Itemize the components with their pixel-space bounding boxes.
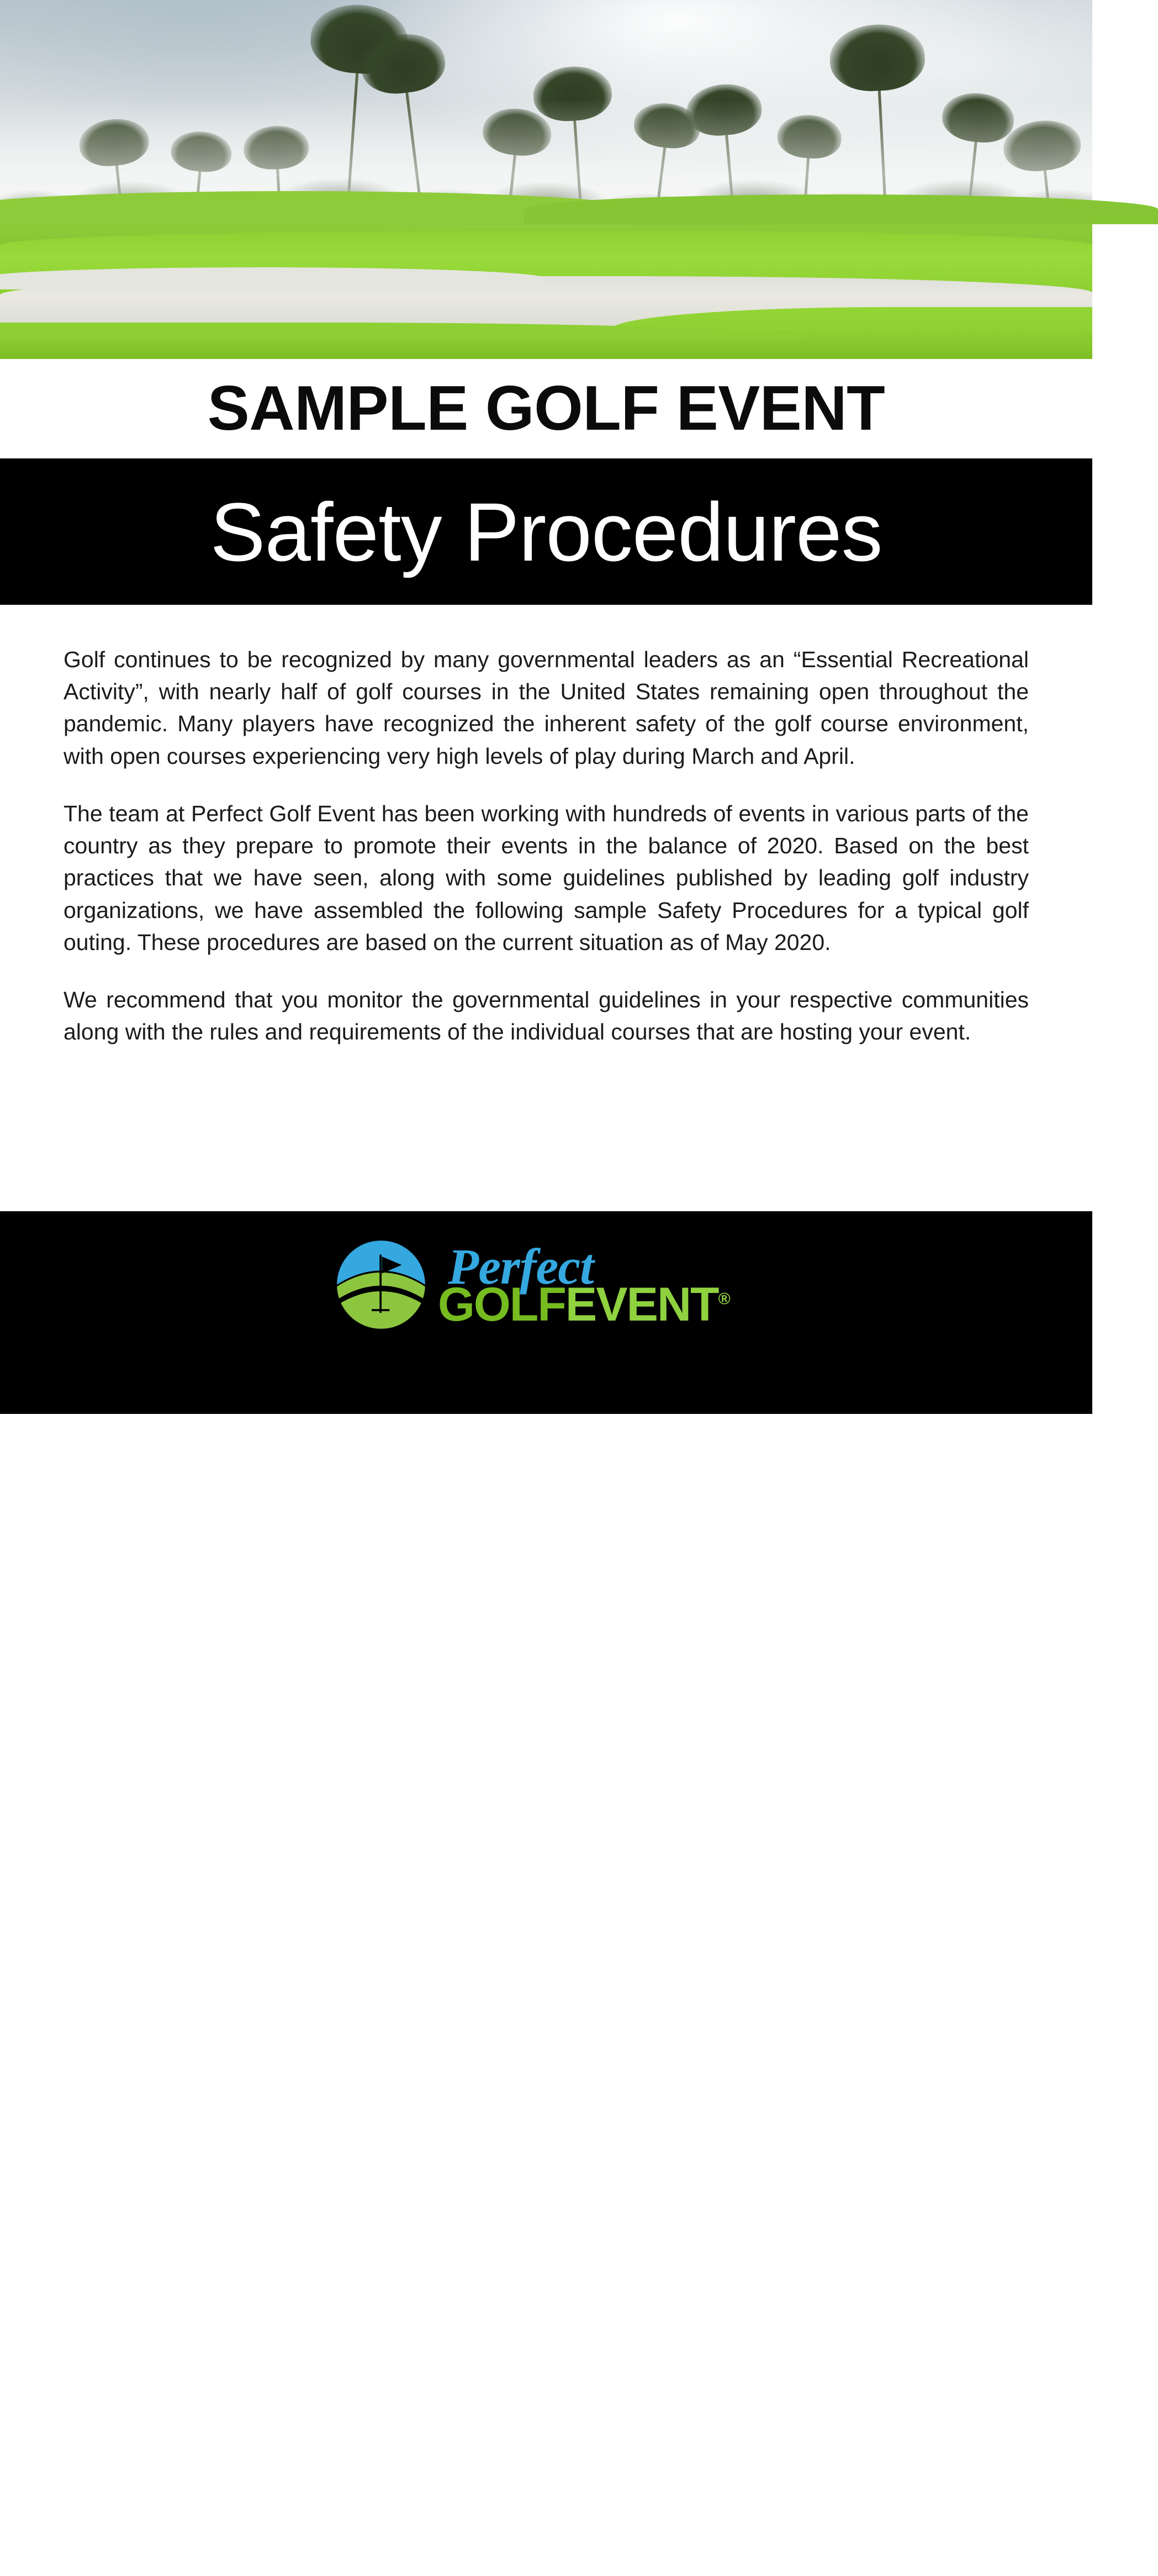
subtitle-band xyxy=(0,458,1092,605)
hero-golf-course-photo xyxy=(0,0,1092,359)
copyright-suffix: All Rights Reserved. xyxy=(817,2554,1007,2575)
perfect-golf-event-logo[interactable] xyxy=(334,1238,758,1332)
page-subtitle: Safety Procedures xyxy=(210,485,882,578)
body-paragraph: The team at Perfect Golf Event has been working with hundreds of events in various parts of the country as they prepare to promote their events in the balance of 2020. Based on the best practices that we have seen, along with some guidelines published by leading golf industry organizations, we have assembled the following sample Safety Procedures for a typical golf outing. These procedures are based on the current situation as of May 2020. xyxy=(64,800,1029,955)
page-title: SAMPLE GOLF EVENT xyxy=(207,373,885,444)
foreground-grass-layer xyxy=(0,330,1092,359)
logo-word-golf: GOLF xyxy=(438,1278,565,1331)
logo-word-event: EVENT xyxy=(565,1278,718,1331)
registered-trademark-icon: ® xyxy=(718,1290,731,1308)
copyright-text: © 2020 Perfect Golf Event xyxy=(577,2554,810,2575)
logo-wordmark xyxy=(438,1238,758,1331)
footer xyxy=(0,1211,1092,2575)
footer-email[interactable]: support@perfectgolfevent.com xyxy=(256,2554,537,2575)
logo-script-word: Perfect xyxy=(448,1238,594,1295)
footer-phone[interactable]: (877) 799-6031 xyxy=(86,2554,216,2575)
footer-separator: | xyxy=(554,2554,561,2575)
logo-bold-wordmark xyxy=(438,1278,731,1331)
golf-flag-globe-icon xyxy=(334,1238,428,1332)
body-content xyxy=(64,643,1029,1048)
footer-separator: | xyxy=(233,2554,239,2575)
body-paragraph: Golf continues to be recognized by many governmental leaders as an “Essential Recreational Activity”, with nearly half of golf courses in the United States remaining open throughout the pandemic. Many players have recognized the inherent safety of the golf course environment, with open courses experiencing very high levels of play during March and April. xyxy=(64,647,1029,769)
title-band xyxy=(0,359,1092,458)
footer-copyright xyxy=(578,2554,1007,2575)
copyright-registered-icon: ® xyxy=(809,2555,817,2567)
body-paragraph: We recommend that you monitor the governmental guidelines in your respective communities along with the rules and requirements of the individual courses that are hosting your event. xyxy=(64,986,1029,1045)
footer-contact-line xyxy=(0,2554,1092,2576)
